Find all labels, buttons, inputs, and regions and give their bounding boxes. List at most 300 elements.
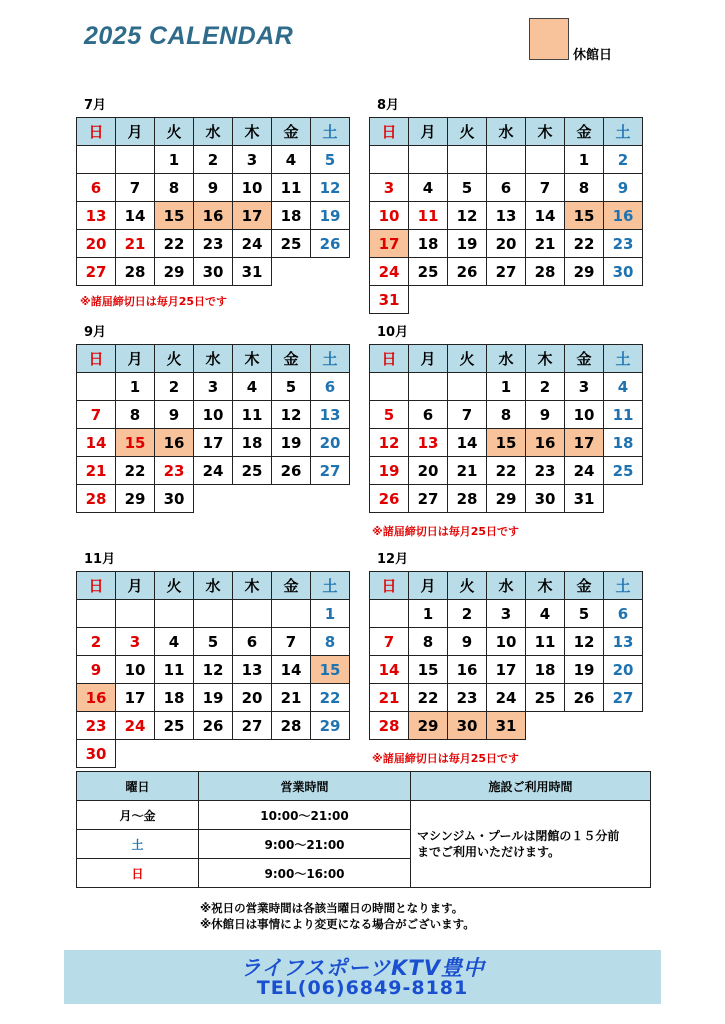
empty-cell: [272, 740, 311, 768]
day-cell: 14: [272, 656, 311, 684]
week-row: [370, 258, 643, 286]
day-cell: 27: [604, 684, 643, 712]
day-cell: 3: [487, 600, 526, 628]
day-cell: 30: [448, 712, 487, 740]
footnote-holiday-hours: ※祝日の営業時間は各該当曜日の時間となります。: [200, 901, 464, 915]
day-cell: 28: [272, 712, 311, 740]
day-cell: 21: [448, 457, 487, 485]
day-cell: 20: [77, 230, 116, 258]
day-cell: 2: [194, 146, 233, 174]
day-cell: 21: [272, 684, 311, 712]
blank-day-cell: [116, 600, 155, 628]
day-cell: 30: [194, 258, 233, 286]
day-cell: 2: [526, 373, 565, 401]
day-cell: 2: [448, 600, 487, 628]
weekday-header-row: [77, 345, 350, 373]
day-cell: 15: [487, 429, 526, 457]
hours-day-weekday: 月～金: [77, 801, 199, 830]
day-cell: 16: [526, 429, 565, 457]
footer-banner: [64, 950, 661, 1004]
facility-note-line2: までご利用いただけます。: [417, 845, 561, 859]
week-row: [77, 230, 350, 258]
day-cell: 11: [409, 202, 448, 230]
weekday-header: 木: [233, 345, 272, 373]
weekday-header: 日: [370, 345, 409, 373]
week-row: [370, 230, 643, 258]
weekday-header: 木: [526, 345, 565, 373]
day-cell: 21: [116, 230, 155, 258]
weekday-header-row: [370, 118, 643, 146]
weekday-header: 月: [409, 118, 448, 146]
day-cell: 22: [487, 457, 526, 485]
day-cell: 24: [487, 684, 526, 712]
day-cell: 31: [487, 712, 526, 740]
day-cell: 27: [311, 457, 350, 485]
blank-day-cell: [194, 600, 233, 628]
day-cell: 5: [448, 174, 487, 202]
week-row: [77, 429, 350, 457]
day-cell: 26: [565, 684, 604, 712]
weekday-header: 日: [77, 345, 116, 373]
day-cell: 28: [526, 258, 565, 286]
day-cell: 1: [155, 146, 194, 174]
day-cell: 13: [487, 202, 526, 230]
day-cell: 19: [370, 457, 409, 485]
blank-day-cell: [77, 373, 116, 401]
blank-day-cell: [155, 600, 194, 628]
weekday-header: 土: [604, 345, 643, 373]
day-cell: 20: [409, 457, 448, 485]
day-cell: 10: [194, 401, 233, 429]
calendar-title: 2025 CALENDAR: [84, 22, 294, 50]
deadline-note: ※諸届締切日は毎月25日です: [80, 295, 228, 308]
day-cell: 18: [604, 429, 643, 457]
hours-header-business: 営業時間: [199, 772, 411, 801]
day-cell: 9: [194, 174, 233, 202]
day-cell: 26: [370, 485, 409, 513]
day-cell: 17: [370, 230, 409, 258]
month-label: 10月: [377, 325, 409, 340]
week-row: [370, 457, 643, 485]
day-cell: 31: [370, 286, 409, 314]
day-cell: 14: [370, 656, 409, 684]
day-cell: 11: [526, 628, 565, 656]
weekday-header: 金: [272, 345, 311, 373]
month-label: 7月: [84, 98, 107, 113]
day-cell: 4: [409, 174, 448, 202]
day-cell: 2: [604, 146, 643, 174]
week-row: [370, 628, 643, 656]
day-cell: 3: [233, 146, 272, 174]
week-row: [370, 429, 643, 457]
day-cell: 10: [487, 628, 526, 656]
weekday-header: 月: [116, 572, 155, 600]
weekday-header: 水: [487, 572, 526, 600]
day-cell: 17: [565, 429, 604, 457]
empty-cell: [526, 712, 565, 740]
week-row: [370, 401, 643, 429]
day-cell: 31: [565, 485, 604, 513]
day-cell: 5: [272, 373, 311, 401]
day-cell: 8: [565, 174, 604, 202]
hours-header-row: [77, 772, 651, 801]
day-cell: 6: [487, 174, 526, 202]
hours-row-weekday: [77, 801, 651, 830]
day-cell: 9: [604, 174, 643, 202]
day-cell: 16: [448, 656, 487, 684]
day-cell: 22: [155, 230, 194, 258]
week-row: [77, 600, 350, 628]
day-cell: 11: [272, 174, 311, 202]
day-cell: 7: [526, 174, 565, 202]
weekday-header-row: [77, 118, 350, 146]
day-cell: 12: [311, 174, 350, 202]
weekday-header: 火: [155, 118, 194, 146]
day-cell: 23: [194, 230, 233, 258]
week-row: [77, 684, 350, 712]
weekday-header: 金: [565, 118, 604, 146]
empty-cell: [272, 258, 311, 286]
day-cell: 1: [311, 600, 350, 628]
empty-cell: [448, 286, 487, 314]
blank-day-cell: [370, 373, 409, 401]
blank-day-cell: [448, 373, 487, 401]
month-label: 12月: [377, 552, 409, 567]
day-cell: 19: [311, 202, 350, 230]
day-cell: 17: [487, 656, 526, 684]
day-cell: 23: [526, 457, 565, 485]
week-row: [370, 174, 643, 202]
weekday-header: 金: [565, 345, 604, 373]
day-cell: 7: [272, 628, 311, 656]
weekday-header: 火: [155, 572, 194, 600]
hours-time-saturday: 9:00～21:00: [199, 830, 411, 859]
weekday-header: 金: [272, 118, 311, 146]
day-cell: 4: [526, 600, 565, 628]
day-cell: 6: [409, 401, 448, 429]
weekday-header: 月: [409, 572, 448, 600]
day-cell: 25: [272, 230, 311, 258]
phone-number: TEL(06)6849-8181: [256, 977, 469, 999]
empty-cell: [565, 712, 604, 740]
day-cell: 22: [565, 230, 604, 258]
month-calendar-table: [76, 344, 350, 513]
hours-time-sunday: 9:00～16:00: [199, 859, 411, 888]
day-cell: 27: [409, 485, 448, 513]
day-cell: 31: [233, 258, 272, 286]
day-cell: 30: [155, 485, 194, 513]
empty-cell: [311, 258, 350, 286]
hours-header-facility: 施設ご利用時間: [411, 772, 651, 801]
month-calendar-table: [369, 117, 643, 314]
empty-cell: [233, 740, 272, 768]
empty-cell: [604, 286, 643, 314]
deadline-note: ※諸届締切日は毎月25日です: [372, 752, 520, 765]
blank-day-cell: [233, 600, 272, 628]
week-row: [370, 684, 643, 712]
weekday-header: 土: [311, 118, 350, 146]
deadline-note: ※諸届締切日は毎月25日です: [372, 525, 520, 538]
month-calendar-table: [76, 571, 350, 768]
empty-cell: [311, 740, 350, 768]
weekday-header: 日: [77, 118, 116, 146]
day-cell: 29: [565, 258, 604, 286]
weekday-header: 火: [448, 572, 487, 600]
day-cell: 18: [233, 429, 272, 457]
day-cell: 10: [565, 401, 604, 429]
facility-note-line1: マシンジム・プールは閉館の１５分前: [417, 829, 620, 843]
weekday-header: 木: [233, 572, 272, 600]
day-cell: 29: [116, 485, 155, 513]
day-cell: 7: [116, 174, 155, 202]
day-cell: 4: [604, 373, 643, 401]
day-cell: 8: [155, 174, 194, 202]
week-row: [370, 656, 643, 684]
day-cell: 13: [233, 656, 272, 684]
month-label: 11月: [84, 552, 116, 567]
day-cell: 15: [155, 202, 194, 230]
day-cell: 25: [409, 258, 448, 286]
day-cell: 14: [526, 202, 565, 230]
weekday-header: 水: [194, 345, 233, 373]
day-cell: 28: [370, 712, 409, 740]
week-row: [77, 202, 350, 230]
weekday-header: 木: [526, 118, 565, 146]
day-cell: 11: [604, 401, 643, 429]
week-row: [77, 457, 350, 485]
weekday-header: 水: [487, 345, 526, 373]
day-cell: 15: [409, 656, 448, 684]
weekday-header: 火: [448, 118, 487, 146]
blank-day-cell: [526, 146, 565, 174]
day-cell: 20: [311, 429, 350, 457]
day-cell: 27: [77, 258, 116, 286]
day-cell: 28: [116, 258, 155, 286]
day-cell: 18: [409, 230, 448, 258]
empty-cell: [155, 740, 194, 768]
day-cell: 13: [77, 202, 116, 230]
week-row: [370, 600, 643, 628]
day-cell: 6: [77, 174, 116, 202]
day-cell: 18: [272, 202, 311, 230]
day-cell: 17: [194, 429, 233, 457]
blank-day-cell: [448, 146, 487, 174]
blank-day-cell: [116, 146, 155, 174]
day-cell: 19: [565, 656, 604, 684]
day-cell: 20: [487, 230, 526, 258]
day-cell: 16: [194, 202, 233, 230]
day-cell: 17: [233, 202, 272, 230]
day-cell: 10: [233, 174, 272, 202]
empty-cell: [311, 485, 350, 513]
empty-cell: [194, 485, 233, 513]
day-cell: 21: [77, 457, 116, 485]
day-cell: 24: [565, 457, 604, 485]
day-cell: 12: [448, 202, 487, 230]
day-cell: 20: [233, 684, 272, 712]
weekday-header: 水: [487, 118, 526, 146]
weekday-header: 水: [194, 118, 233, 146]
week-row: [77, 401, 350, 429]
weekday-header: 金: [272, 572, 311, 600]
footnote-closed-days: ※休館日は事情により変更になる場合がございます。: [200, 917, 475, 931]
day-cell: 25: [233, 457, 272, 485]
day-cell: 13: [311, 401, 350, 429]
day-cell: 2: [77, 628, 116, 656]
weekday-header-row: [370, 572, 643, 600]
hours-day-sunday: 日: [77, 859, 199, 888]
day-cell: 4: [233, 373, 272, 401]
week-row: [370, 712, 643, 740]
day-cell: 19: [194, 684, 233, 712]
day-cell: 15: [116, 429, 155, 457]
day-cell: 21: [370, 684, 409, 712]
day-cell: 10: [370, 202, 409, 230]
month-calendar-table: [76, 117, 350, 286]
day-cell: 29: [487, 485, 526, 513]
day-cell: 18: [526, 656, 565, 684]
day-cell: 11: [233, 401, 272, 429]
week-row: [77, 485, 350, 513]
week-row: [77, 628, 350, 656]
day-cell: 3: [370, 174, 409, 202]
day-cell: 2: [155, 373, 194, 401]
weekday-header: 金: [565, 572, 604, 600]
day-cell: 5: [194, 628, 233, 656]
day-cell: 15: [311, 656, 350, 684]
blank-day-cell: [272, 600, 311, 628]
week-row: [77, 174, 350, 202]
day-cell: 25: [526, 684, 565, 712]
day-cell: 12: [370, 429, 409, 457]
week-row: [77, 656, 350, 684]
facility-note: [411, 801, 651, 888]
empty-cell: [272, 485, 311, 513]
week-row: [77, 373, 350, 401]
day-cell: 24: [194, 457, 233, 485]
day-cell: 10: [116, 656, 155, 684]
day-cell: 30: [604, 258, 643, 286]
day-cell: 27: [233, 712, 272, 740]
day-cell: 24: [233, 230, 272, 258]
empty-cell: [604, 712, 643, 740]
week-row: [77, 146, 350, 174]
day-cell: 8: [409, 628, 448, 656]
day-cell: 14: [116, 202, 155, 230]
day-cell: 9: [77, 656, 116, 684]
week-row: [77, 740, 350, 768]
day-cell: 17: [116, 684, 155, 712]
weekday-header: 月: [409, 345, 448, 373]
weekday-header: 月: [116, 345, 155, 373]
day-cell: 26: [194, 712, 233, 740]
day-cell: 22: [311, 684, 350, 712]
day-cell: 11: [155, 656, 194, 684]
weekday-header: 日: [370, 118, 409, 146]
empty-cell: [194, 740, 233, 768]
day-cell: 29: [311, 712, 350, 740]
day-cell: 12: [272, 401, 311, 429]
day-cell: 5: [370, 401, 409, 429]
empty-cell: [604, 485, 643, 513]
blank-day-cell: [77, 146, 116, 174]
day-cell: 18: [155, 684, 194, 712]
day-cell: 25: [604, 457, 643, 485]
day-cell: 16: [77, 684, 116, 712]
day-cell: 19: [272, 429, 311, 457]
hours-time-weekday: 10:00～21:00: [199, 801, 411, 830]
day-cell: 23: [155, 457, 194, 485]
weekday-header: 土: [604, 118, 643, 146]
blank-day-cell: [487, 146, 526, 174]
day-cell: 3: [116, 628, 155, 656]
week-row: [370, 485, 643, 513]
empty-cell: [565, 286, 604, 314]
weekday-header-row: [370, 345, 643, 373]
blank-day-cell: [370, 600, 409, 628]
hours-day-saturday: 土: [77, 830, 199, 859]
weekday-header: 火: [155, 345, 194, 373]
day-cell: 4: [272, 146, 311, 174]
month-calendar-table: [369, 571, 643, 740]
weekday-header: 水: [194, 572, 233, 600]
day-cell: 23: [604, 230, 643, 258]
empty-cell: [116, 740, 155, 768]
business-hours-table: [76, 771, 651, 888]
day-cell: 24: [116, 712, 155, 740]
day-cell: 7: [370, 628, 409, 656]
day-cell: 8: [487, 401, 526, 429]
week-row: [77, 258, 350, 286]
day-cell: 7: [77, 401, 116, 429]
day-cell: 4: [155, 628, 194, 656]
week-row: [370, 202, 643, 230]
day-cell: 3: [194, 373, 233, 401]
day-cell: 1: [565, 146, 604, 174]
day-cell: 16: [604, 202, 643, 230]
day-cell: 22: [116, 457, 155, 485]
hours-header-day: 曜日: [77, 772, 199, 801]
blank-day-cell: [409, 373, 448, 401]
day-cell: 12: [565, 628, 604, 656]
day-cell: 27: [487, 258, 526, 286]
day-cell: 14: [77, 429, 116, 457]
day-cell: 29: [409, 712, 448, 740]
day-cell: 1: [116, 373, 155, 401]
day-cell: 25: [155, 712, 194, 740]
week-row: [370, 286, 643, 314]
day-cell: 16: [155, 429, 194, 457]
week-row: [370, 146, 643, 174]
day-cell: 14: [448, 429, 487, 457]
day-cell: 15: [565, 202, 604, 230]
weekday-header: 木: [526, 572, 565, 600]
day-cell: 9: [448, 628, 487, 656]
day-cell: 7: [448, 401, 487, 429]
closed-day-legend-label: 休館日: [573, 48, 613, 63]
day-cell: 8: [311, 628, 350, 656]
brand-logo-text: ライフスポーツKTV豊中: [240, 956, 485, 980]
day-cell: 26: [272, 457, 311, 485]
day-cell: 26: [448, 258, 487, 286]
day-cell: 6: [311, 373, 350, 401]
blank-day-cell: [409, 146, 448, 174]
month-calendar-table: [369, 344, 643, 513]
day-cell: 1: [487, 373, 526, 401]
weekday-header: 火: [448, 345, 487, 373]
empty-cell: [487, 286, 526, 314]
weekday-header: 木: [233, 118, 272, 146]
